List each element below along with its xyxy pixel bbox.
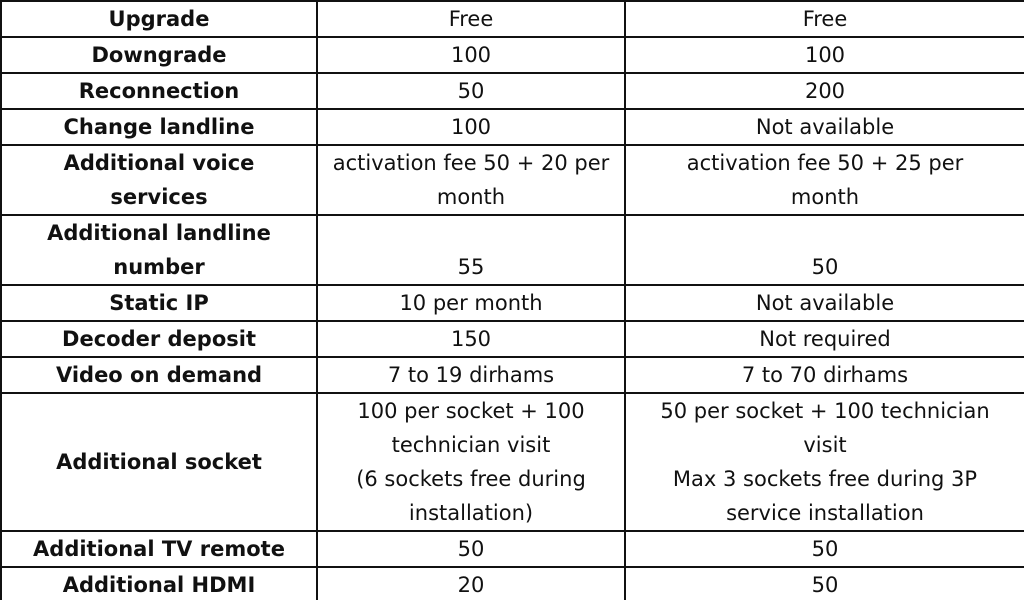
cell-text-line: 10 per month <box>399 291 543 315</box>
cell-text-line: 100 <box>804 43 846 67</box>
plan-b-value-cell <box>625 393 1024 531</box>
plan-b-value-cell <box>625 357 1024 393</box>
cell-text-line: 7 to 19 dirhams <box>387 363 555 387</box>
table-row <box>1 393 1024 531</box>
plan-a-value-cell <box>317 37 625 73</box>
cell-text-line: Additional HDMI <box>62 573 256 597</box>
row-label-cell <box>1 37 317 73</box>
cell-text-line: Not available <box>755 291 895 315</box>
cell-text-line: 100 <box>450 115 492 139</box>
cell-text-line: Not available <box>755 115 895 139</box>
table-row <box>1 109 1024 145</box>
cell-text-line: Static IP <box>109 291 209 315</box>
cell-text-line: 55 <box>457 255 485 279</box>
cell-text-line: month <box>436 185 506 209</box>
row-label-cell <box>1 531 317 567</box>
plan-a-value-cell <box>317 1 625 37</box>
table-row <box>1 145 1024 215</box>
plan-a-value-cell <box>317 321 625 357</box>
cell-text-line: 50 <box>811 573 839 597</box>
plan-b-value-cell <box>625 321 1024 357</box>
cell-text-line: month <box>790 185 860 209</box>
row-label-cell <box>1 321 317 357</box>
plan-a-value-cell <box>317 357 625 393</box>
row-label-cell <box>1 215 317 285</box>
cell-text-line: 50 <box>811 255 839 279</box>
cell-text-line: Not required <box>759 327 891 351</box>
cell-text-line: Reconnection <box>78 79 240 103</box>
plan-a-value-cell <box>317 145 625 215</box>
plan-a-value-cell <box>317 73 625 109</box>
row-label-cell <box>1 567 317 600</box>
table-body <box>1 1 1024 600</box>
cell-text-line: 50 <box>811 537 839 561</box>
cell-text-line: Upgrade <box>108 7 210 31</box>
cell-text-line: 100 <box>450 43 492 67</box>
plan-a-value-cell <box>317 285 625 321</box>
cell-text-line: Change landline <box>63 115 255 139</box>
cell-text-line: Max 3 sockets free during 3P <box>672 467 978 491</box>
table-row <box>1 1 1024 37</box>
plan-a-value-cell <box>317 109 625 145</box>
cell-text-line: 150 <box>450 327 492 351</box>
cell-text-line: Additional voice <box>63 151 255 175</box>
plan-b-value-cell <box>625 531 1024 567</box>
plan-b-value-cell <box>625 37 1024 73</box>
cell-text-line: 20 <box>457 573 485 597</box>
cell-text-line: service installation <box>726 501 924 525</box>
cell-text-line: 50 per socket + 100 technician <box>660 399 990 423</box>
cell-text-line: activation fee 50 + 25 per <box>686 151 964 175</box>
row-label-cell <box>1 285 317 321</box>
row-label-cell <box>1 145 317 215</box>
plan-a-value-cell <box>317 567 625 600</box>
plan-a-value-cell <box>317 531 625 567</box>
cell-text-line: Free <box>448 7 494 31</box>
cell-text-line: activation fee 50 + 20 per <box>332 151 610 175</box>
table-row <box>1 215 1024 285</box>
table-row <box>1 285 1024 321</box>
cell-text-line: Additional TV remote <box>33 537 285 561</box>
plan-a-value-cell <box>317 393 625 531</box>
row-label-cell <box>1 109 317 145</box>
cell-text-line: 50 <box>457 537 485 561</box>
plan-b-value-cell <box>625 109 1024 145</box>
table-row <box>1 567 1024 600</box>
cell-text-line: Free <box>802 7 848 31</box>
cell-text-line: 50 <box>457 79 485 103</box>
row-label-cell <box>1 393 317 531</box>
row-label-cell <box>1 73 317 109</box>
table-row <box>1 357 1024 393</box>
plan-b-value-cell <box>625 215 1024 285</box>
cell-text-line: (6 sockets free during <box>356 467 586 491</box>
plan-b-value-cell <box>625 567 1024 600</box>
plan-b-value-cell <box>625 145 1024 215</box>
plan-b-value-cell <box>625 1 1024 37</box>
table-row <box>1 321 1024 357</box>
cell-text-line: 100 per socket + 100 <box>357 399 585 423</box>
cell-text-line: Video on demand <box>55 363 263 387</box>
cell-text-line: Decoder deposit <box>62 327 256 351</box>
cell-text-line: number <box>113 255 205 279</box>
plan-b-value-cell <box>625 285 1024 321</box>
cell-text-line: Additional landline <box>47 221 271 245</box>
plan-b-value-cell <box>625 73 1024 109</box>
table-row <box>1 37 1024 73</box>
row-label-cell <box>1 1 317 37</box>
plan-a-value-cell <box>317 215 625 285</box>
cell-text-line: installation) <box>408 501 534 525</box>
row-label-cell <box>1 357 317 393</box>
cell-text-line: 200 <box>804 79 846 103</box>
cell-text-line: Additional socket <box>56 450 262 474</box>
cell-text-line: technician visit <box>391 433 551 457</box>
cell-text-line: 7 to 70 dirhams <box>741 363 909 387</box>
table-row <box>1 73 1024 109</box>
cell-text-line: visit <box>803 433 847 457</box>
cell-text-line: services <box>110 185 208 209</box>
table-row <box>1 531 1024 567</box>
cell-text-line: Downgrade <box>91 43 227 67</box>
